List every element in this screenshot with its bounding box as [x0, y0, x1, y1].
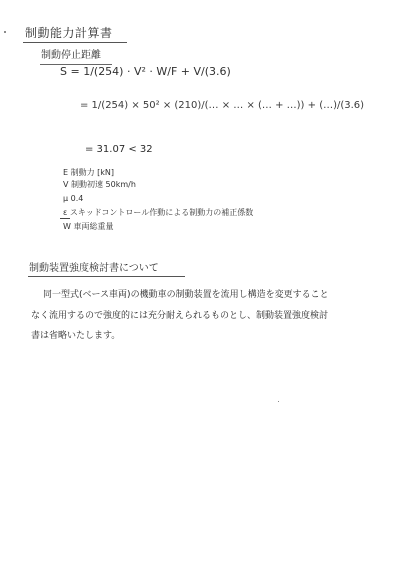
variable-epsilon: ε スキッドコントロール作動による制動力の補正係数 [63, 208, 254, 217]
variable-e: E 制動力 [kN] [63, 168, 114, 177]
paragraph-line-2: なく流用するので強度的には充分耐えられるものとし、制動装置強度検討 [31, 311, 329, 321]
variable-epsilon-underline [60, 218, 70, 219]
document-title: 制動能力計算書 [25, 26, 113, 40]
variable-v: V 制動初速 50km/h [63, 180, 136, 189]
formula-expanded: = 1/(254) × 50² × (210)/(… × … × (… + …)) + (…)/(3.6) [80, 100, 365, 111]
title-underline [23, 42, 127, 43]
page-speck-mark [4, 31, 6, 33]
paragraph-line-3: 書は省略いたします。 [31, 331, 121, 341]
paragraph-line-1: 同一型式(ベース車両)の機動車の制動装置を流用し構造を変更すること [43, 290, 329, 300]
formula-stopping-distance: S = 1/(254) · V² · W/F + V/(3.6) [60, 65, 231, 78]
section-heading-brake-strength: 制動装置強度検討書について [29, 263, 159, 274]
variable-w: W 車両総重量 [63, 222, 114, 231]
section2-underline [28, 276, 185, 277]
section-heading-stopping-distance: 制動停止距離 [41, 50, 101, 61]
formula-result: = 31.07 < 32 [85, 144, 153, 155]
page-speck [278, 401, 279, 402]
variable-mu: μ 0.4 [63, 194, 84, 203]
